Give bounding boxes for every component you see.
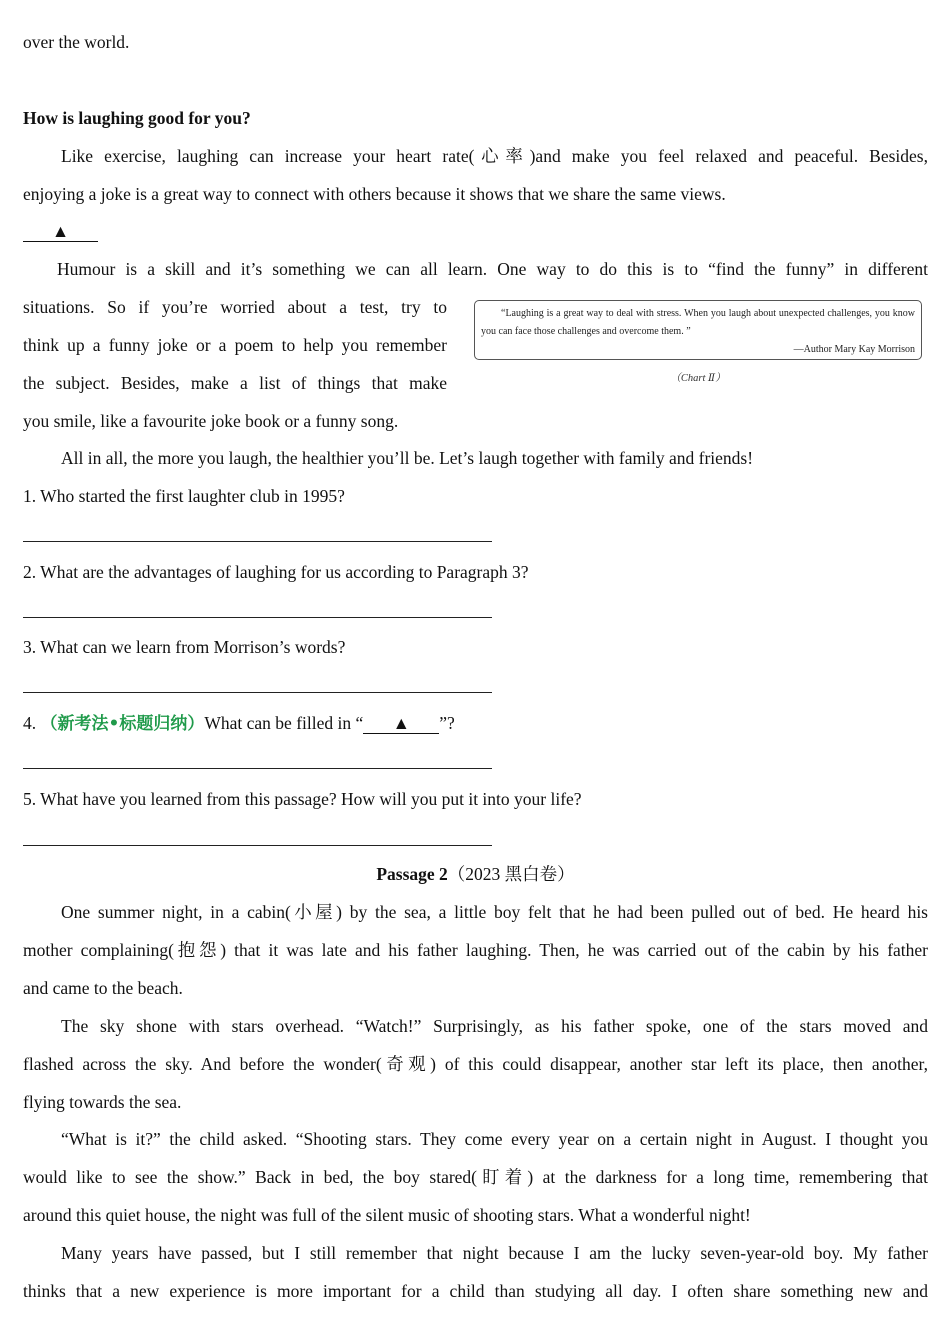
passage-text-line: flying towards the sea. <box>23 1092 182 1112</box>
answer-line-5[interactable] <box>23 845 492 846</box>
passage-text-line: All in all, the more you laugh, the healthier you’ll be. Let’s laugh together with family and friends! <box>61 448 754 468</box>
passage-text-line: “What is it?” the child asked. “Shooting stars. They come every year on a certain night in August. I thought you <box>61 1129 928 1149</box>
passage-text-line: around this quiet house, the night was full of the silent music of shooting stars. What a wonderful night! <box>23 1205 751 1225</box>
question-text-end: ”? <box>439 713 455 733</box>
passage-text-line: situations. So if you’re worried about a test, try to <box>23 297 447 317</box>
passage-text-line: thinks that a new experience is more important for a child than studying all day. I often share something new and <box>23 1281 928 1301</box>
quote-box <box>474 300 922 360</box>
question-number: 4. <box>23 713 41 733</box>
chart-caption: （Chart Ⅱ） <box>670 373 726 384</box>
passage-text-line: One summer night, in a cabin(小屋) by the sea, a little boy felt that he had been pulled out of bed. He heard his <box>61 902 928 922</box>
passage-text-line: would like to see the show.” Back in bed, the boy stared(盯着) at the darkness for a long time, remembering that <box>23 1167 928 1187</box>
passage-text-line: you smile, like a favourite joke book or a funny song. <box>23 411 399 431</box>
passage-text-line: Like exercise, laughing can increase your heart rate(心率)and make you feel relaxed and peaceful. Besides, <box>61 146 928 166</box>
question-text: What can be filled in “ <box>204 713 364 733</box>
question-2: 2. What are the advantages of laughing for us according to Paragraph 3? <box>23 562 529 582</box>
answer-line-1[interactable] <box>23 541 492 542</box>
passage-text-line: over the world. <box>23 32 130 52</box>
blank-marker: ▲ <box>23 221 98 242</box>
passage-title-source: （2023 黑白卷） <box>447 864 575 884</box>
section-heading: How is laughing good for you? <box>23 108 251 128</box>
passage-text-line: Humour is a skill and it’s something we can all learn. One way to do this is to “find the funny” in different <box>57 259 928 279</box>
question-5: 5. What have you learned from this passage? How will you put it into your life? <box>23 789 582 809</box>
passage-text-line: the subject. Besides, make a list of things that make <box>23 373 447 393</box>
passage-text-line: enjoying a joke is a great way to connect with others because it shows that we share the same views. <box>23 184 726 204</box>
answer-line-2[interactable] <box>23 617 492 618</box>
question-4 <box>23 712 928 735</box>
passage-title <box>23 863 928 885</box>
passage-text-line: Many years have passed, but I still remember that night because I am the lucky seven-year-old boy. My father <box>61 1243 928 1263</box>
question-3: 3. What can we learn from Morrison’s words? <box>23 637 346 657</box>
blank-marker: ▲ <box>363 713 439 734</box>
quote-text: “Laughing is a great way to deal with stress. When you laugh about unexpected challenges, you know you can face those challenges and overcome them. ” <box>481 308 915 337</box>
passage-text-line: The sky shone with stars overhead. “Watch!” Surprisingly, as his father spoke, one of the stars moved and <box>61 1016 928 1036</box>
passage-title-main: Passage 2 <box>376 864 448 884</box>
question-1: 1. Who started the first laughter club in 1995? <box>23 486 345 506</box>
quote-author: —Author Mary Kay Morrison <box>793 344 915 355</box>
passage-text-line: think up a funny joke or a poem to help you remember <box>23 335 447 355</box>
answer-line-3[interactable] <box>23 692 492 693</box>
answer-line-4[interactable] <box>23 768 492 769</box>
passage-text-line: and came to the beach. <box>23 978 183 998</box>
passage-text-line: mother complaining(抱怨) that it was late and his father laughing. Then, he was carried out of the cabin by his father <box>23 940 928 960</box>
question-tag: （新考法•标题归纳） <box>40 714 205 734</box>
passage-text-line: flashed across the sky. And before the wonder(奇观) of this could disappear, another star left its place, then another, <box>23 1054 928 1074</box>
title-blank <box>23 220 928 242</box>
